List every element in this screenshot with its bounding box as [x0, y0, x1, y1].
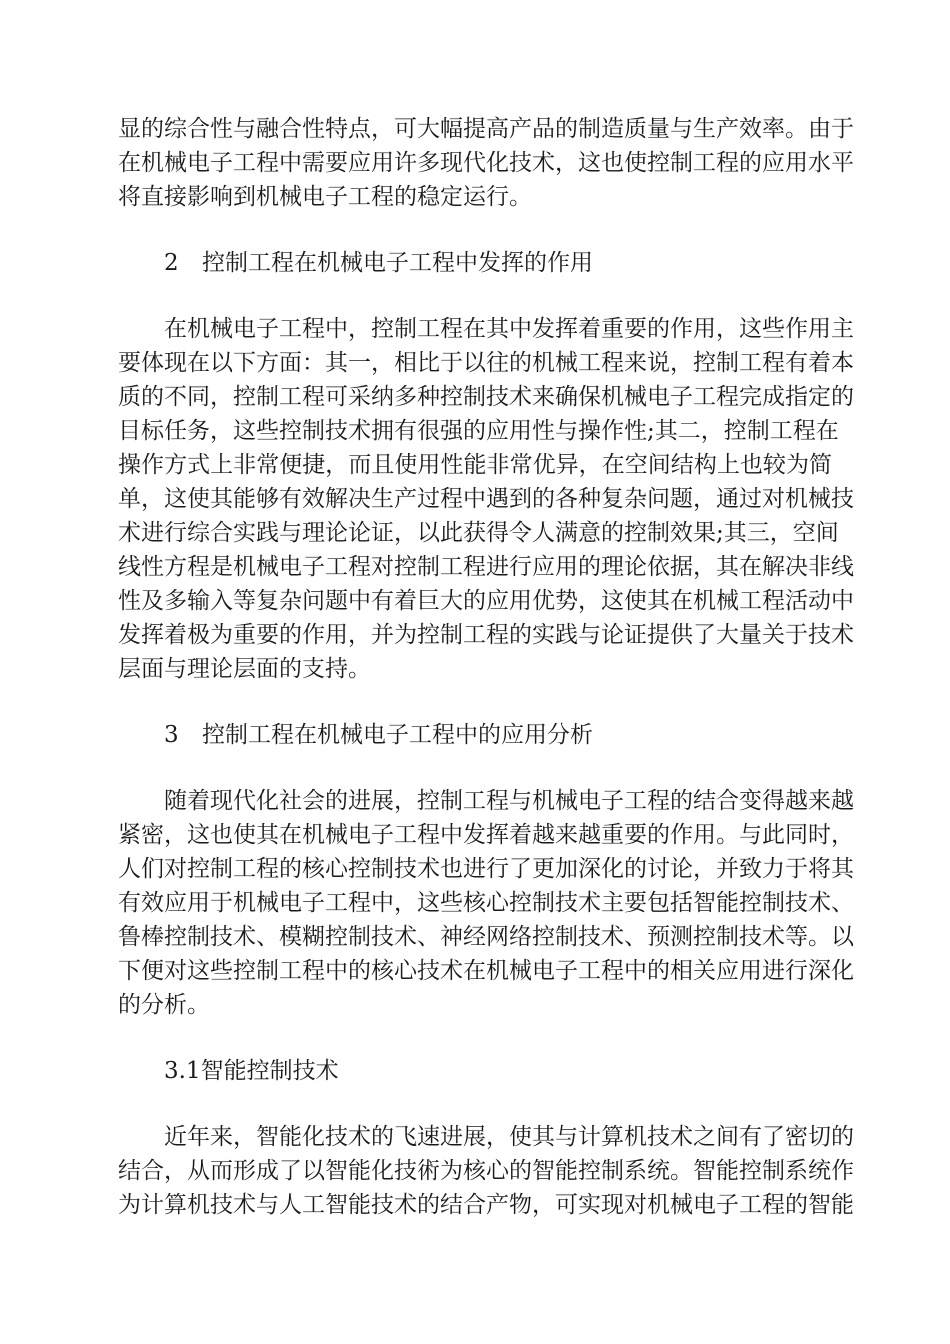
- text-line: 层面与理论层面的支持。: [118, 656, 371, 682]
- text-line: 在机械电子工程中，控制工程在其中发挥着重要的作用，这些作用主: [118, 316, 854, 342]
- text-line: 紧密，这也使其在机械电子工程中发挥着越来越重要的作用。与此同时，: [118, 822, 854, 848]
- text-line: 有效应用于机械电子工程中，这些核心控制技术主要包括智能控制技术、: [118, 890, 854, 916]
- text-line: 要体现在以下方面：其一，相比于以往的机械工程来说，控制工程有着本: [118, 350, 854, 376]
- text-line: 发挥着极为重要的作用，并为控制工程的实践与论证提供了大量关于技术: [118, 622, 854, 648]
- text-line: 人们对控制工程的核心控制技术也进行了更加深化的讨论，并致力于将其: [118, 856, 854, 882]
- text-line: 单，这使其能够有效解决生产过程中遇到的各种复杂问题，通过对机械技: [118, 486, 854, 512]
- paragraph-intelligent-control: [118, 1120, 854, 1222]
- section-heading-3: [118, 718, 832, 752]
- text-line: 鲁棒控制技术、模糊控制技术、神经网络控制技术、预测控制技术等。以: [118, 924, 854, 950]
- text-line: 线性方程是机械电子工程对控制工程进行应用的理论依据，其在解决非线: [118, 554, 854, 580]
- text-line: 为计算机技术与人工智能技术的结合产物，可实现对机械电子工程的智能: [118, 1192, 854, 1218]
- text-line: 性及多输入等复杂问题中有着巨大的应用优势，这使其在机械工程活动中: [118, 588, 854, 614]
- section-title: 控制工程在机械电子工程中发挥的作用: [202, 250, 593, 276]
- text-line: 的分析。: [118, 992, 210, 1018]
- text-line: 质的不同，控制工程可采纳多种控制技术来确保机械电子工程完成指定的: [118, 384, 854, 410]
- section-number: 2: [164, 250, 179, 276]
- section-number: 3: [164, 722, 179, 748]
- paragraph-application-analysis: [118, 784, 854, 1022]
- section-title: 控制工程在机械电子工程中的应用分析: [202, 722, 593, 748]
- text-line: 在机械电子工程中需要应用许多现代化技术，这也使控制工程的应用水平: [118, 150, 854, 176]
- text-line: 操作方式上非常便捷，而且使用性能非常优异，在空间结构上也较为简: [118, 452, 832, 478]
- text-line: 下便对这些控制工程中的核心技术在机械电子工程中的相关应用进行深化: [118, 958, 854, 984]
- paragraph-control-role: [118, 312, 854, 686]
- text-line: 目标任务，这些控制技术拥有很强的应用性与操作性;其二，控制工程在: [118, 418, 839, 444]
- document-page: [118, 112, 854, 1254]
- text-line: 近年来，智能化技术的飞速进展，使其与计算机技术之间有了密切的: [118, 1124, 854, 1150]
- text-line: 术进行综合实践与理论论证，以此获得令人满意的控制效果;其三，空间: [118, 520, 839, 546]
- subsection-number: 3.1: [164, 1058, 201, 1084]
- subsection-heading-3-1: [118, 1054, 832, 1088]
- text-line: 将直接影响到机械电子工程的稳定运行。: [118, 184, 532, 210]
- text-line: 随着现代化社会的进展，控制工程与机械电子工程的结合变得越来越: [118, 788, 854, 814]
- section-heading-2: [118, 246, 832, 280]
- paragraph-intro-continued: [118, 112, 854, 214]
- text-line: 显的综合性与融合性特点，可大幅提高产品的制造质量与生产效率。由于: [118, 116, 854, 142]
- subsection-title: 智能控制技术: [200, 1058, 339, 1084]
- text-line: 结合，从而形成了以智能化技術为核心的智能控制系统。智能控制系统作: [118, 1158, 854, 1184]
